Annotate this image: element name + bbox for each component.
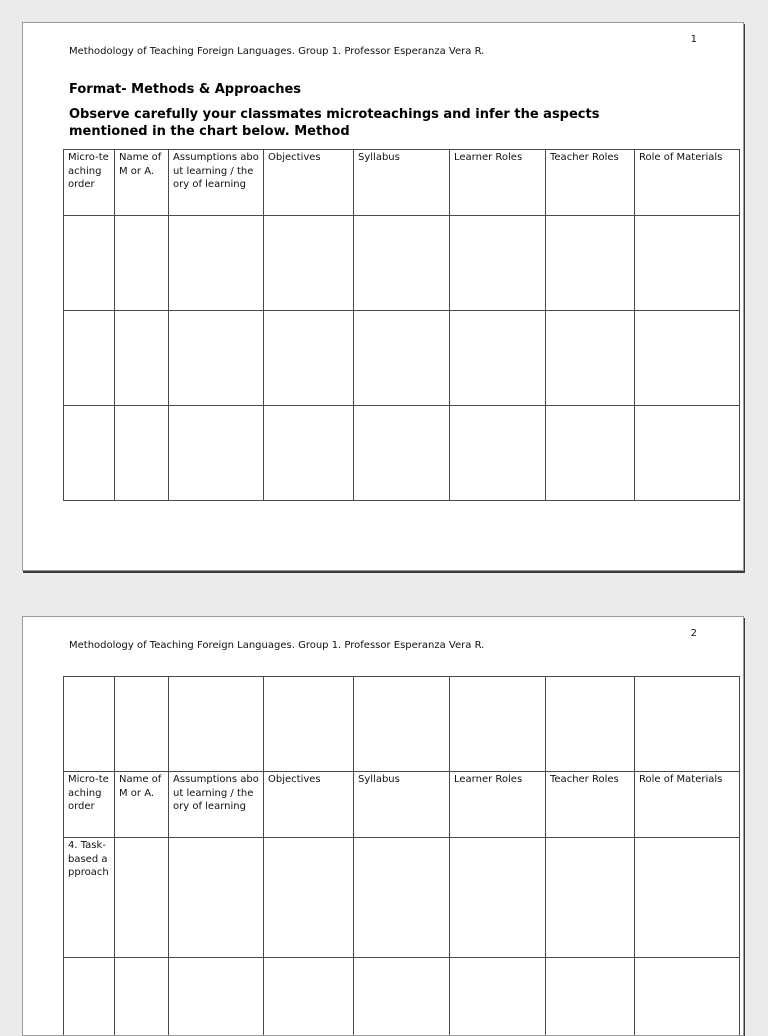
page-header: Methodology of Teaching Foreign Languages. Group 1. Professor Esperanza Vera R. (69, 640, 484, 651)
table-row (64, 838, 740, 958)
table-cell (264, 406, 354, 501)
table-cell (450, 677, 546, 772)
column-header: Name of M or A. (115, 150, 169, 216)
table-cell (635, 311, 740, 406)
table-cell (450, 406, 546, 501)
table-cell (115, 216, 169, 311)
table-row (64, 216, 740, 311)
column-header: Assumptions about learning / theory of learning (169, 150, 264, 216)
table-cell (115, 838, 169, 958)
table-cell (354, 311, 450, 406)
column-header: Learner Roles (450, 772, 546, 838)
table-cell (169, 958, 264, 1036)
column-header: Role of Materials (635, 772, 740, 838)
column-header: Name of M or A. (115, 772, 169, 838)
table-cell (546, 216, 635, 311)
table-cell (264, 958, 354, 1036)
table-cell (264, 311, 354, 406)
table-cell (264, 216, 354, 311)
column-header: Teacher Roles (546, 150, 635, 216)
table-cell (450, 838, 546, 958)
table-cell (115, 958, 169, 1036)
table-cell (64, 406, 115, 501)
column-header: Micro-teaching order (64, 772, 115, 838)
table-cell (450, 216, 546, 311)
methods-chart-table (63, 676, 740, 1036)
table-cell (264, 838, 354, 958)
page-header: Methodology of Teaching Foreign Languages. Group 1. Professor Esperanza Vera R. (69, 46, 484, 57)
page-number: 1 (691, 34, 697, 45)
table-row (64, 311, 740, 406)
table-cell (354, 406, 450, 501)
table-cell (546, 958, 635, 1036)
table-cell (169, 216, 264, 311)
column-header: Role of Materials (635, 150, 740, 216)
table-cell (264, 677, 354, 772)
document-title: Format- Methods & Approaches (69, 82, 301, 97)
column-header: Teacher Roles (546, 772, 635, 838)
table-cell (354, 677, 450, 772)
table-cell (115, 677, 169, 772)
table-cell (64, 958, 115, 1036)
table-cell (546, 677, 635, 772)
column-header: Objectives (264, 150, 354, 216)
table-cell (169, 311, 264, 406)
table-cell (635, 406, 740, 501)
column-header: Micro-teaching order (64, 150, 115, 216)
document-page-2 (22, 616, 744, 1036)
table-row (64, 406, 740, 501)
methods-chart-table (63, 149, 740, 501)
column-header: Syllabus (354, 772, 450, 838)
table-cell (169, 406, 264, 501)
table-cell (169, 838, 264, 958)
table-header-row (64, 772, 740, 838)
table-cell (635, 216, 740, 311)
table-cell (115, 311, 169, 406)
table-header-row (64, 150, 740, 216)
document-instruction: Observe carefully your classmates microteachings and infer the aspects mentioned in the chart below. Method (69, 106, 669, 140)
column-header: Learner Roles (450, 150, 546, 216)
column-header: Assumptions about learning / theory of learning (169, 772, 264, 838)
table-cell (450, 311, 546, 406)
table-cell (354, 216, 450, 311)
table-cell (64, 677, 115, 772)
table-cell (64, 216, 115, 311)
document-page-1 (22, 22, 744, 571)
table-cell (546, 311, 635, 406)
table-cell (354, 838, 450, 958)
table-row (64, 677, 740, 772)
page-number: 2 (691, 628, 697, 639)
table-cell (546, 838, 635, 958)
table-cell (635, 838, 740, 958)
table-cell (354, 958, 450, 1036)
table-cell: 4. Task-based approach (64, 838, 115, 958)
table-row (64, 958, 740, 1036)
table-cell (546, 406, 635, 501)
column-header: Syllabus (354, 150, 450, 216)
table-cell (64, 311, 115, 406)
table-cell (450, 958, 546, 1036)
column-header: Objectives (264, 772, 354, 838)
table-cell (635, 677, 740, 772)
table-cell (635, 958, 740, 1036)
table-cell (115, 406, 169, 501)
table-cell (169, 677, 264, 772)
